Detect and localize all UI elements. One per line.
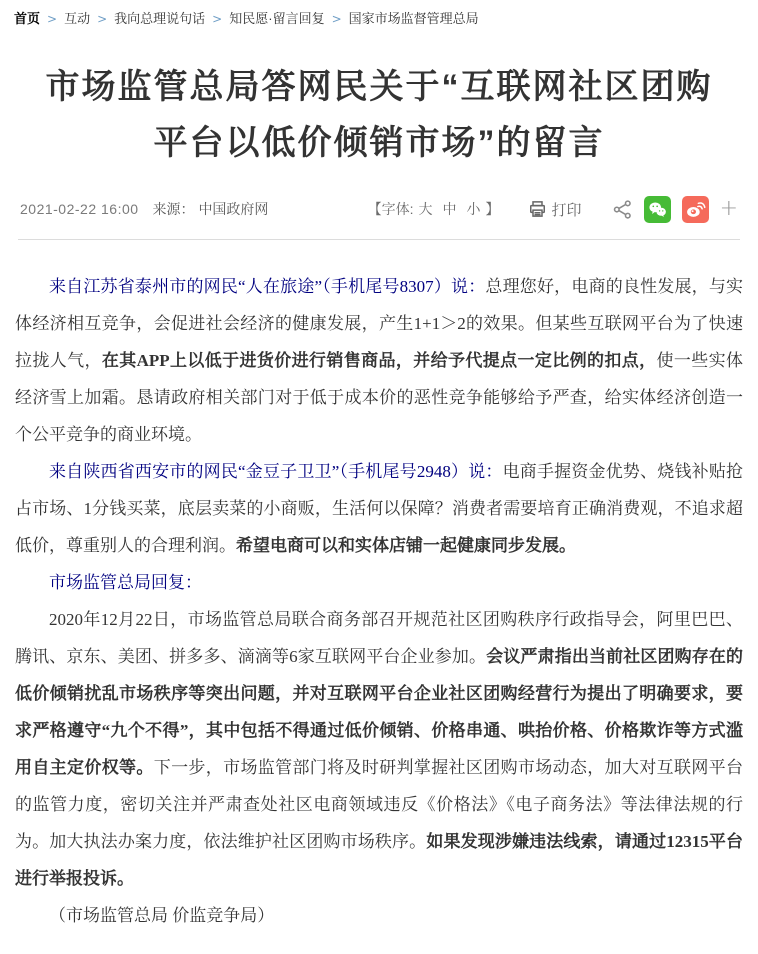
meta-row <box>14 195 744 223</box>
breadcrumb-item[interactable]: 我向总理说句话 <box>114 11 206 26</box>
text-segment-normal: （市场监管总局 价监竞争局） <box>49 906 275 925</box>
more-share-button[interactable]: + <box>719 196 738 221</box>
print-label: 打印 <box>551 201 582 219</box>
publish-date: 2021-02-22 16:00 <box>20 201 139 217</box>
font-size-option[interactable]: 小 <box>466 201 481 217</box>
text-segment-lead: 来自江苏省泰州市的网民“人在旅途”（手机尾号8307）说： <box>49 277 486 296</box>
breadcrumb <box>14 9 744 29</box>
breadcrumb-separator: > <box>331 12 342 26</box>
breadcrumb-separator: > <box>97 12 108 26</box>
breadcrumb-separator: > <box>47 12 58 26</box>
source-label: 来源： <box>152 201 195 217</box>
text-segment-normal: 使一些实体经济雪上加霜。恳请政府相关部门对于低于成本价的恶性竞争能够给予严查，给实体经济创造一个公平竞争的商业环境。 <box>15 351 744 444</box>
text-segment-lead: 市场监管总局回复： <box>49 573 202 592</box>
text-segment-bold: 在其APP上以低于进货价进行销售商品，并给予代提点一定比例的扣点， <box>101 351 657 370</box>
source-value: 中国政府网 <box>198 201 269 217</box>
font-size-option[interactable]: 中 <box>442 201 457 217</box>
page-title: 市场监管总局答网民关于“互联网社区团购平台以低价倾销市场”的留言 <box>45 68 713 162</box>
paragraph <box>15 601 743 897</box>
text-segment-bold: 会议严肃指出当前社区团购存在的低价倾销扰乱市场秩序等突出问题，并对互联网平台企业社区团购经营行为提出了明确要求，要求严格遵守“九个不得”，其中包括不得通过低价倾销、价格串通、哄抬价格、价格欺诈等方式滥用自主定价权等。 <box>15 647 744 777</box>
breadcrumb-item[interactable]: 知民愿·留言回复 <box>229 11 325 26</box>
share-wechat-button[interactable] <box>644 196 671 223</box>
font-widget-prefix: 【字体: <box>367 201 414 217</box>
breadcrumb-separator: > <box>212 12 223 26</box>
font-widget-suffix: 】 <box>485 201 500 217</box>
paragraph <box>15 897 743 934</box>
meta-right <box>368 196 738 223</box>
text-segment-normal: 2020年12月22日，市场监管总局联合商务部召开规范社区团购秩序行政指导会，阿里巴巴、腾讯、京东、美团、拼多多、滴滴等6家互联网平台企业参加。 <box>15 610 743 666</box>
article <box>14 268 744 934</box>
source <box>153 199 269 219</box>
paragraph <box>15 453 743 564</box>
text-segment-normal: 总理您好，电商的良性发展，与实体经济相互竞争，会促进社会经济的健康发展，产生1+1＞2的效果。但某些互联网平台为了快速拉拢人气， <box>15 277 743 370</box>
printer-icon <box>528 200 547 218</box>
breadcrumb-item[interactable]: 国家市场监督管理总局 <box>348 11 479 26</box>
paragraph <box>15 564 743 601</box>
font-size-options <box>414 199 486 219</box>
print-button[interactable] <box>528 199 582 220</box>
share-icon <box>612 199 633 220</box>
divider <box>18 239 740 240</box>
font-size-option[interactable]: 大 <box>418 201 433 217</box>
meta-left <box>20 199 268 219</box>
breadcrumb-item[interactable]: 首页 <box>14 11 41 26</box>
share-weibo-button[interactable] <box>682 196 709 223</box>
share-button[interactable] <box>612 199 633 220</box>
paragraph <box>15 268 743 453</box>
text-segment-bold: 如果发现涉嫌违法线索，请通过12315平台进行举报投诉。 <box>15 832 744 888</box>
font-size-widget <box>368 199 500 219</box>
share-group <box>612 196 738 223</box>
wechat-icon <box>647 199 668 220</box>
breadcrumb-item[interactable]: 互动 <box>64 11 91 26</box>
text-segment-lead: 来自陕西省西安市的网民“金豆子卫卫”（手机尾号2948）说： <box>49 462 503 481</box>
weibo-icon <box>685 199 706 220</box>
text-segment-normal: 下一步，市场监管部门将及时研判掌握社区团购市场动态，加大对互联网平台的监管力度，密切关注并严肃查处社区电商领域违反《价格法》《电子商务法》等法律法规的行为。加大执法办案力度，依法维护社区团购市场秩序。 <box>15 758 744 851</box>
text-segment-bold: 希望电商可以和实体店铺一起健康同步发展。 <box>236 536 576 555</box>
text-segment-normal: 电商手握资金优势、烧钱补贴抢占市场、1分钱买菜，底层卖菜的小商贩，生活何以保障？消费者需要培育正确消费观，不追求超低价，尊重别人的合理利润。 <box>15 462 744 555</box>
